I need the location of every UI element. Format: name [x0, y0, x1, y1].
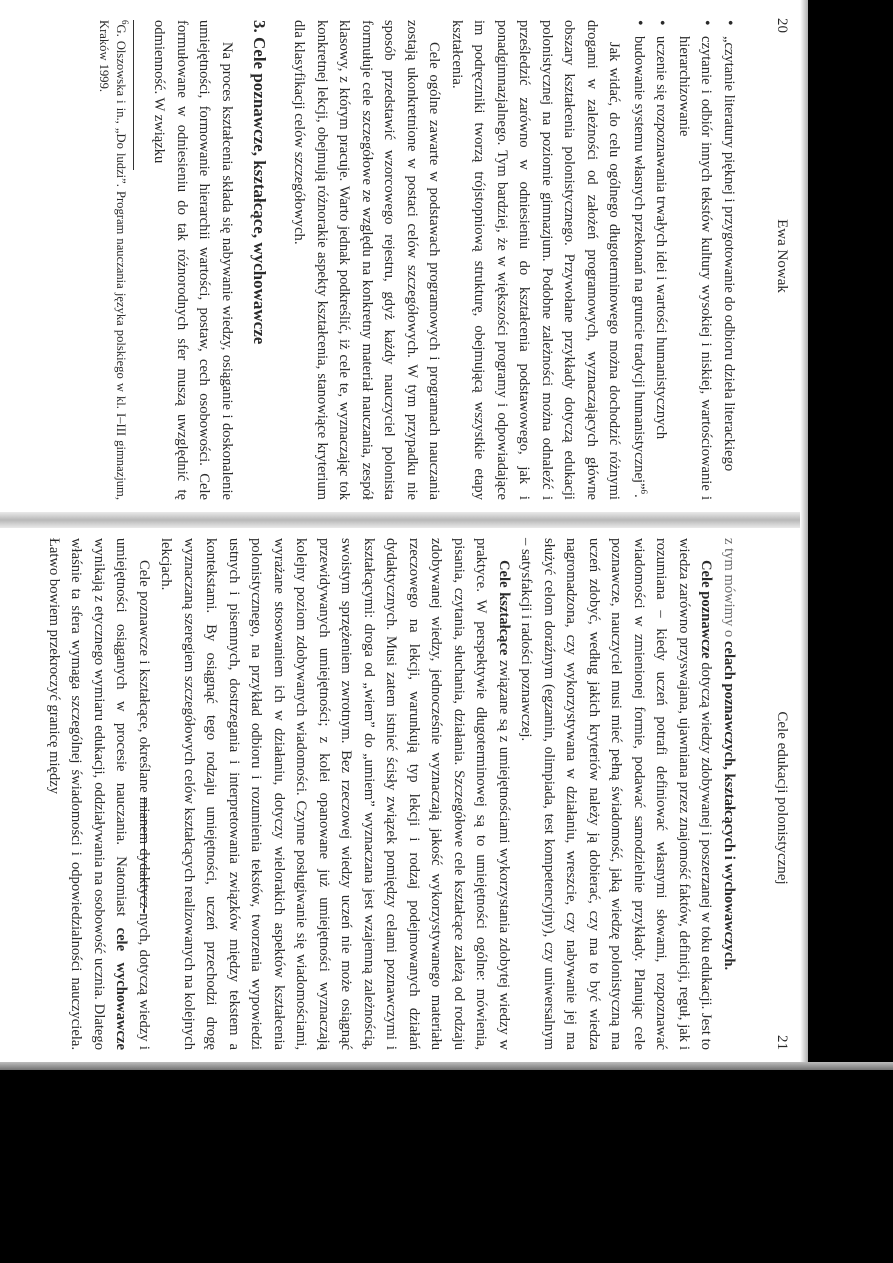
- section-heading: 3. Cele poznawcze, kształcące, wychowawcze: [250, 20, 269, 345]
- list-item: • budowanie systemu własnych przekonań na gruncie tradycji humanistycznej”$^6$.: [628, 20, 651, 500]
- left-page-body: [95, 20, 740, 500]
- scanner-border-bottom: [0, 1070, 893, 1263]
- right-running-head: Cele edukacji polonistycznej: [774, 711, 790, 885]
- footnote-reference: 6: [638, 489, 649, 494]
- paragraph: Cele poznawcze dotyczą wiedzy zdobywanej i poszerzanej w toku edukacji. Jest to wiedza zarówno przyswajana, ujawniana przez znajomość faktów, definicji, reguł, jak i rozumiana – kiedy uczeń potrafi definiować własnymi słowami, rozpoznawać wiadomości w zmienionej formie, podawać samodzielnie przykłady. Planując cele poznawcze, nauczyciel musi mieć pełną świadomość, jaką wiedzę polonistyczną ma uczeń zdobyć, według jakich kryteriów należy ją dobierać, czy ma to być wiedza nagromadzona, czy wykorzystywana w działaniu, wreszcie, czy nabywanie jej ma służyć celom doraźnym (egzamin, olimpiada, test kompetencyjny), czy uniwersalnym – satysfakcji i radości poznawczej.: [518, 538, 715, 1050]
- list-item: • czytanie i odbiór innych tekstów kultury wysokiej i niskiej, wartościowanie i hierarchizowanie: [673, 20, 718, 500]
- paragraph: Jak widać, do celu ogólnego długoterminowego można dochodzić różnymi drogami w zależności od założeń programowych, wyznaczających główne obszary kształcenia polonistycznego. Przywołane przykłady dotyczą edukacji polonistycznej na poziomie gimnazjum. Podobne zależności można odnaleźć i prześledzić zarówno w odniesieniu do kształcenia podstawowego, jak i ponadgimnazjalnego. Tym bardziej, że w większości programy i odpowiadające im podręczniki tworzą trójstopniową strukturę, obejmującą wszystkie etapy kształcenia.: [449, 20, 623, 500]
- paragraph: Cele kształcące związane są z umiejętnościami wykorzystania zdobytej wiedzy w praktyce. W perspektywie długoterminowej są to umiejętności ogólne: mówienia, pisania, czytania, słuchania, działania. Szczegółowe cele kształcące zależą od rodzaju zdobywanej wiedzy, jednocześnie wyznaczają jakość wykorzystywanego materiału rzeczowego na lekcji, warunkują typ lekcji i rodzaj podejmowanych działań dydaktycznych. Musi zatem istnieć ścisły związek pomiędzy celami poznawczymi i kształcącymi: droga od „wiem” do „umiem” wyznaczana jest wzajemną zależnością, swoistym sprzężeniem zwrotnym. Bez rzeczowej wiedzy uczeń nie może osiągnąć przewidywanych umiejętności; z kolei opanowane już umiejętności wyznaczają kolejny poziom zdobywanych wiadomości. Czynne posługiwanie się wiadomościami, wyrażane stosowaniem ich w działaniu, dotyczy wielorakich aspektów kształcenia polonistycznego, na przykład odbioru i rozumienia tekstów, tworzenia wypowiedzi ustnych i pisemnych, dostrzegania i interpretowania związków między tekstem a kontekstami. By osiągnąć tego rodzaju umiejętności, uczeń przechodzi drogę wyznaczaną szeregiem szczegółowych celów kształcących realizowanych na kolejnych lekcjach.: [158, 538, 512, 1050]
- footnote: $^6$G. Olszowska i in., „Do ludzi”. Program nauczania języka polskiego w kl. I–III gimnazjum, Kraków 1999.: [97, 20, 131, 500]
- list-item: • „czytanie literatury pięknej i przygotowanie do odbioru dzieła literackiego: [718, 20, 741, 500]
- goals-bullet-list: [628, 20, 741, 500]
- left-page: [0, 0, 808, 512]
- right-page-number: 21: [774, 1035, 790, 1050]
- right-page-header: [766, 528, 790, 1068]
- footnote-divider: [133, 20, 134, 170]
- right-page: [0, 528, 808, 1068]
- list-item: • uczenie się rozpoznawania trwałych idei i wartości humanistycznych: [650, 20, 673, 500]
- paragraph: z tym mówimy o celach poznawczych, kształcących i wychowawczych.: [721, 538, 737, 971]
- left-running-head: Ewa Nowak: [774, 219, 790, 293]
- scanner-border-right: [808, 0, 893, 1070]
- left-page-number: 20: [774, 18, 790, 33]
- paragraph: Cele ogólne zawarte w podstawach programowych i programach nauczania zostają ukonkretnione w postaci celów szczegółowych. W tym przypadku nie sposób przedstawić wzorcowego rejestru, gdyż każdy nauczyciel polonista formułuje cele szczegółowe ze względu na konkretny materiał nauczania, zespół klasowy, z którym pracuje. Warto jednak podkreślić, iż cele te, wyznaczając tok konkretnej lekcji, obejmują różnorakie aspekty kształcenia, stanowiące kryterium dla klasyfikacji celów szczegółowych.: [291, 20, 443, 500]
- struck-text: mianem dydaktycz-: [136, 797, 152, 914]
- paragraph: Cele poznawcze i kształcące, określane mianem dydaktycz-nych, dotyczą wiedzy i umiejętności osiąganych w procesie nauczania. Natomiast cele wychowawcze wynikają z etycznego wymiaru edukacji, oddziaływania na osobowość ucznia. Dlatego właśnie ta sfera wymaga szczególnej świadomości i odpowiedzialności nauczyciela. Łatwo bowiem przekroczyć granicę między: [46, 538, 152, 1050]
- paragraph: Na proces kształcenia składa się nabywanie wiedzy, osiąganie i doskonalenie umiejętności, formowanie hierarchii wartości, postaw, cech osobowości. Cele formułowane w odniesieniu do tak różnorodnych sfer muszą uwzględnić tę odmienność. W związku: [151, 20, 235, 500]
- left-page-header: [766, 0, 790, 512]
- book-gutter: [0, 512, 808, 528]
- right-page-body: [43, 538, 741, 1050]
